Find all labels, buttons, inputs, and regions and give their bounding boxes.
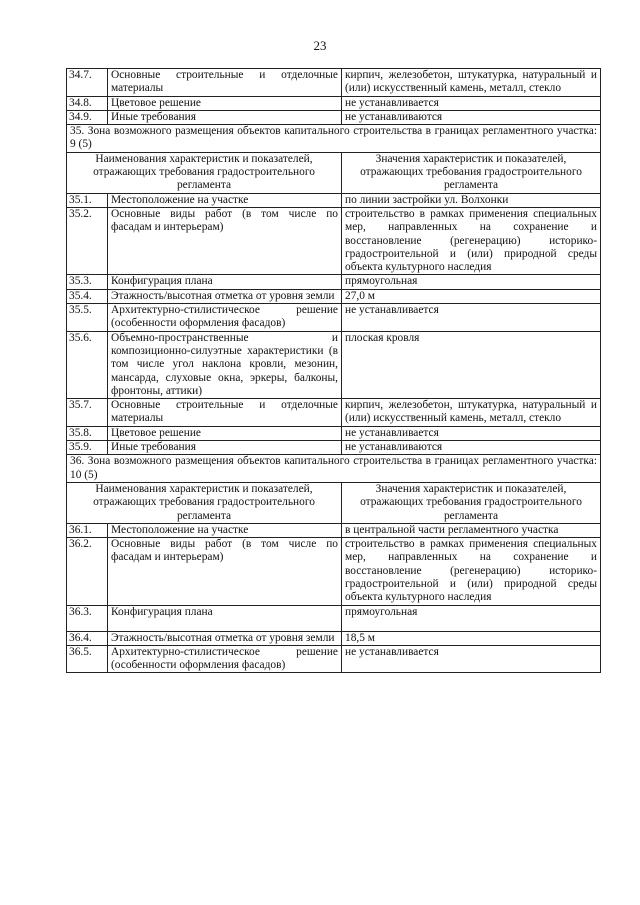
row-label: Иные требования (108, 441, 342, 455)
row-label: Основные строительные и отделочные материалы (108, 69, 342, 97)
row-number: 35.9. (67, 441, 108, 455)
row-value: кирпич, железобетон, штукатурка, натуральный и (или) искусственный камень, металл, стекло (342, 69, 601, 97)
row-label: Конфигурация плана (108, 605, 342, 631)
table-row (67, 631, 601, 645)
row-value: не устанавливается (342, 96, 601, 110)
column-header-left: Наименования характеристик и показателей, отражающих требования градостроительного регламента (67, 482, 342, 523)
table-row (67, 110, 601, 124)
row-value: не устанавливаются (342, 441, 601, 455)
row-label: Основные виды работ (в том числе по фасадам и интерьерам) (108, 538, 342, 605)
column-header-left: Наименования характеристик и показателей, отражающих требования градостроительного регламента (67, 152, 342, 193)
row-number: 36.2. (67, 538, 108, 605)
row-value: прямоугольная (342, 605, 601, 631)
table-row (67, 275, 601, 289)
table-row (67, 304, 601, 332)
column-header-row (67, 152, 601, 193)
row-value: плоская кровля (342, 331, 601, 398)
row-number: 36.4. (67, 631, 108, 645)
row-label: Местоположение на участке (108, 523, 342, 537)
row-value: кирпич, железобетон, штукатурка, натуральный и (или) искусственный камень, металл, стекло (342, 399, 601, 427)
table-row (67, 523, 601, 537)
row-number: 35.8. (67, 426, 108, 440)
row-label: Местоположение на участке (108, 193, 342, 207)
row-label: Основные виды работ (в том числе по фасадам и интерьерам) (108, 207, 342, 274)
table-row (67, 426, 601, 440)
table-row (67, 538, 601, 605)
row-value: прямоугольная (342, 275, 601, 289)
row-label: Цветовое решение (108, 426, 342, 440)
table-row (67, 605, 601, 631)
table-row (67, 207, 601, 274)
row-value: строительство в рамках применения специальных мер, направленных на сохранение и восстановление (регенерацию) историко-градостроительной и (или) природной среды объекта культурного наследия (342, 538, 601, 605)
row-label: Архитектурно-стилистическое решение (особенности оформления фасадов) (108, 304, 342, 332)
row-label: Этажность/высотная отметка от уровня земли (108, 289, 342, 303)
table-row (67, 69, 601, 97)
regulation-table (66, 68, 601, 673)
row-value: по линии застройки ул. Волхонки (342, 193, 601, 207)
row-number: 34.9. (67, 110, 108, 124)
row-number: 36.3. (67, 605, 108, 631)
column-header-right: Значения характеристик и показателей, отражающих требования градостроительного регламента (342, 482, 601, 523)
zone-heading: 36. Зона возможного размещения объектов капитального строительства в границах регламентного участка: 10 (5) (67, 455, 601, 483)
row-number: 35.6. (67, 331, 108, 398)
table-row (67, 96, 601, 110)
zone-heading: 35. Зона возможного размещения объектов капитального строительства в границах регламентного участка: 9 (5) (67, 125, 601, 153)
row-number: 35.5. (67, 304, 108, 332)
row-label: Конфигурация плана (108, 275, 342, 289)
row-value: строительство в рамках применения специальных мер, направленных на сохранение и восстановление (регенерацию) историко-градостроительной и (или) природной среды объекта культурного наследия (342, 207, 601, 274)
row-number: 34.8. (67, 96, 108, 110)
row-number: 35.3. (67, 275, 108, 289)
table-row (67, 399, 601, 427)
row-value: 27,0 м (342, 289, 601, 303)
row-label: Цветовое решение (108, 96, 342, 110)
zone-heading-row (67, 455, 601, 483)
column-header-row (67, 482, 601, 523)
row-label: Этажность/высотная отметка от уровня земли (108, 631, 342, 645)
row-label: Иные требования (108, 110, 342, 124)
row-number: 35.7. (67, 399, 108, 427)
row-number: 35.1. (67, 193, 108, 207)
row-label: Объемно-пространственные и композиционно-силуэтные характеристики (в том числе угол наклона кровли, мезонин, мансарда, слуховые окна, эркеры, балконы, фронтоны, аттики) (108, 331, 342, 398)
table-row (67, 645, 601, 673)
row-number: 34.7. (67, 69, 108, 97)
row-label: Основные строительные и отделочные материалы (108, 399, 342, 427)
table-row (67, 289, 601, 303)
row-number: 36.1. (67, 523, 108, 537)
row-number: 35.2. (67, 207, 108, 274)
row-value: в центральной части регламентного участка (342, 523, 601, 537)
table-row (67, 193, 601, 207)
row-label: Архитектурно-стилистическое решение (особенности оформления фасадов) (108, 645, 342, 673)
table-row (67, 331, 601, 398)
column-header-right: Значения характеристик и показателей, отражающих требования градостроительного регламента (342, 152, 601, 193)
row-number: 36.5. (67, 645, 108, 673)
row-value: не устанавливается (342, 426, 601, 440)
row-value: не устанавливаются (342, 110, 601, 124)
row-value: 18,5 м (342, 631, 601, 645)
row-value: не устанавливается (342, 645, 601, 673)
row-number: 35.4. (67, 289, 108, 303)
table-row (67, 441, 601, 455)
row-value: не устанавливается (342, 304, 601, 332)
page-number: 23 (313, 38, 327, 53)
zone-heading-row (67, 125, 601, 153)
